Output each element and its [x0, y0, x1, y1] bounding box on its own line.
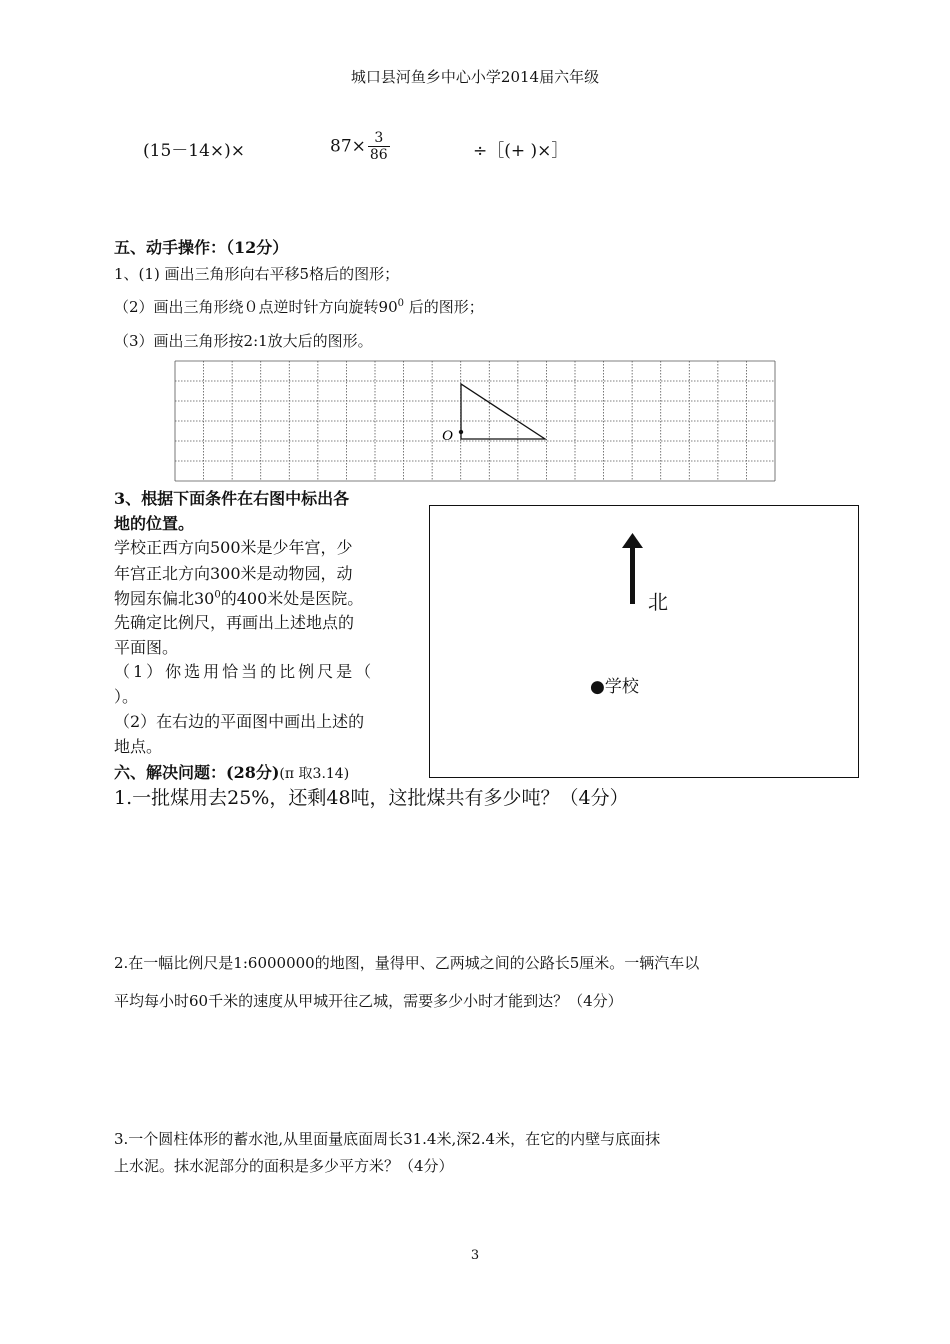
triangle-shape [461, 384, 545, 439]
section6-heading-bold: 六、解决问题：(28分) [114, 763, 280, 782]
section5-q3: （3）画出三角形按2:1放大后的图形。 [114, 332, 373, 350]
map-box [429, 505, 859, 778]
section3-heading-line1: 3、根据下面条件在右图中标出各 [114, 489, 350, 508]
grid-lines [175, 361, 775, 481]
problem-2-line2: 平均每小时60千米的速度从甲城开往乙城，需要多少小时才能到达？（4分） [114, 992, 623, 1010]
north-arrow-icon [430, 506, 857, 776]
section6-heading-note: (π 取3.14) [279, 766, 350, 782]
section3-body-line3 [114, 586, 363, 609]
problem-3-line1: 3.一个圆柱体形的蓄水池,从里面量底面周长31.4米,深2.4米，在它的内壁与底面抹 [114, 1130, 661, 1148]
expression-2 [330, 130, 390, 163]
section3-heading-line2: 地的位置。 [114, 514, 195, 533]
problem-2-line1: 2.在一幅比例尺是1:6000000的地图，量得甲、乙两城之间的公路长5厘米。一辆汽车以 [114, 954, 700, 972]
section3-body-line5: 平面图。 [114, 638, 179, 657]
north-label: 北 [648, 590, 668, 614]
page-header: 城口县河鱼乡中心小学2014届六年级 [350, 68, 600, 86]
degree-superscript: 0 [397, 298, 405, 309]
section5-heading: 五、动手操作：（12分） [114, 238, 289, 257]
degree-superscript: 0 [214, 589, 221, 601]
fraction-denominator: 86 [369, 147, 388, 163]
school-marker: ●学校 [590, 677, 639, 697]
section3-sub1-line1: （1）你选用恰当的比例尺是（ [114, 662, 375, 681]
section3-sub1-line2: ）。 [114, 687, 139, 706]
expression-2-prefix: 87× [330, 136, 366, 157]
page-number: 3 [470, 1248, 480, 1263]
section3-sub2-line1: （2）在右边的平面图中画出上述的 [114, 712, 365, 731]
section3-body-line4: 先确定比例尺，再画出上述地点的 [114, 613, 355, 632]
section3-body-line3-text-end: 的400米处是医院。 [220, 589, 364, 608]
fraction [368, 130, 390, 163]
section6-heading [114, 760, 349, 783]
expression-1: (15－14×)× [143, 141, 246, 161]
section5-q2-text-end: 后的图形； [404, 298, 484, 316]
section3-sub2-line2: 地点。 [114, 737, 163, 756]
point-o-label: O [442, 428, 453, 444]
problem-3-line2: 上水泥。抹水泥部分的面积是多少平方米？（4分） [114, 1157, 454, 1175]
section5-q2-text: （2）画出三角形绕０点逆时针方向旋转90 [114, 298, 398, 316]
problem-1: 1.一批煤用去25%，还剩48吨，这批煤共有多少吨？（4分） [114, 787, 629, 809]
section3-body-line2: 年宫正北方向300米是动物园，动 [114, 564, 353, 583]
grid-figure [174, 360, 776, 482]
section3-body-line1: 学校正西方向500米是少年宫，少 [114, 538, 353, 557]
fraction-numerator: 3 [368, 130, 390, 147]
expression-3: ÷［(+ )×］ [473, 141, 569, 161]
section5-q1: 1、(1) 画出三角形向右平移5格后的图形； [114, 265, 400, 283]
point-o-dot [459, 430, 463, 434]
section3-body-line3-text: 物园东偏北30 [114, 589, 215, 608]
section5-q2 [114, 296, 484, 317]
